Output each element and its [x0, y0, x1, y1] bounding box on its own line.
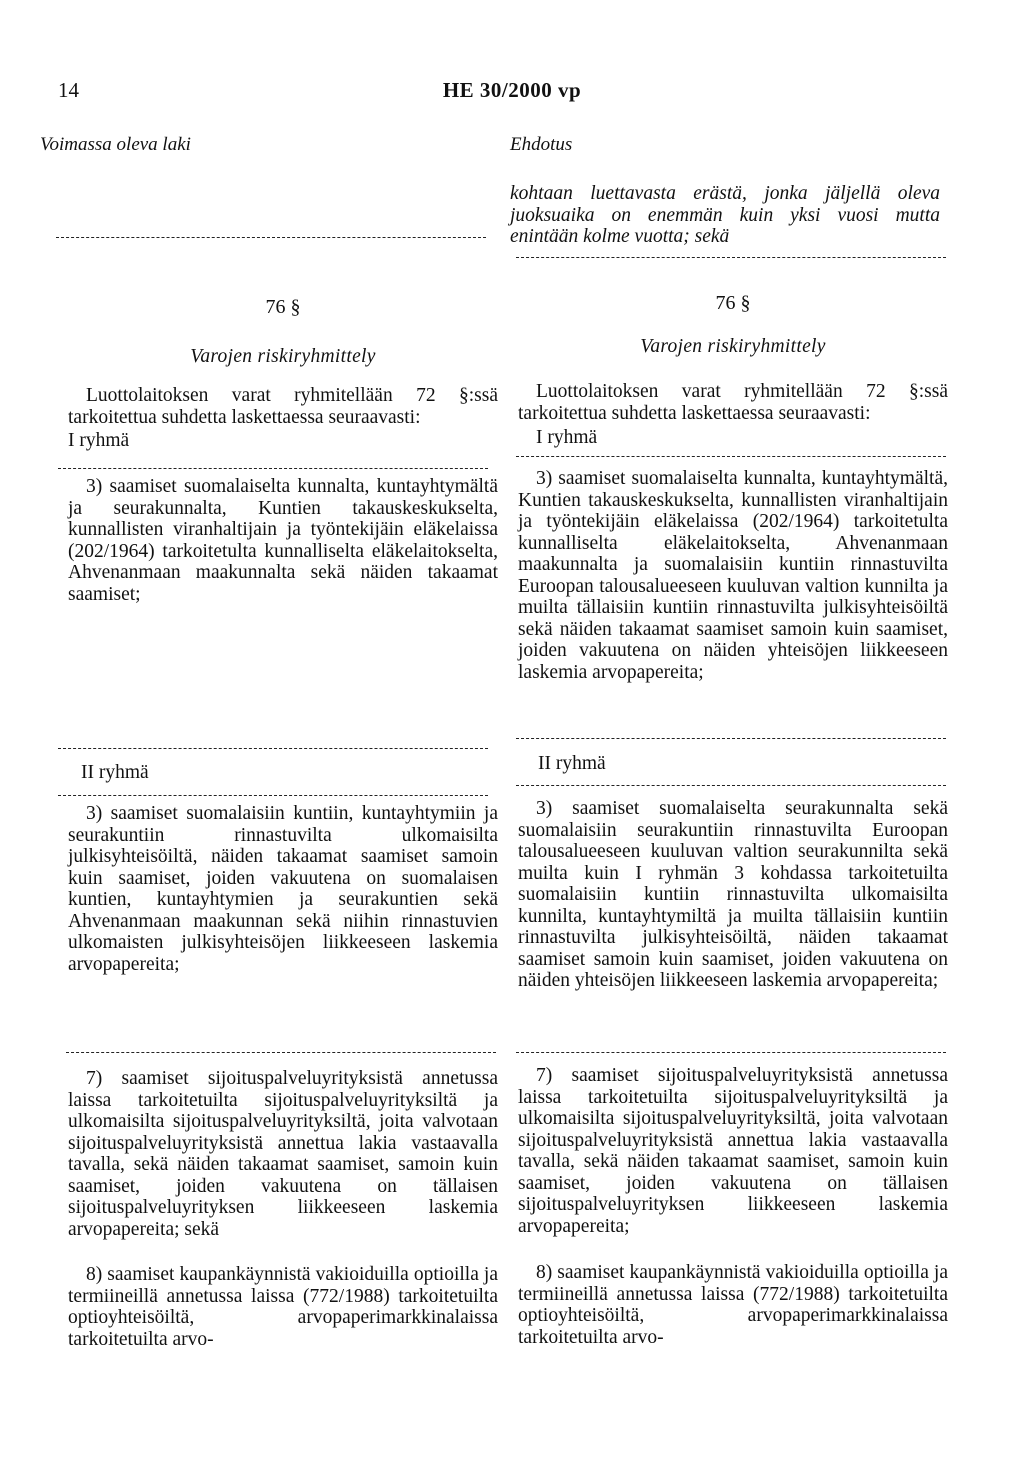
separator	[58, 748, 488, 749]
separator	[516, 1052, 946, 1053]
separator	[516, 456, 946, 457]
left-group-1-heading: I ryhmä	[68, 430, 130, 451]
right-item-8: 8) saamiset kaupankäynnistä vakioiduilla optioilla ja termiineillä annetussa laissa (772/1988) tarkoitetuilta optioyhteisöiltä, arvopaperimarkkinalaissa tarkoitetuilta arvo-	[518, 1262, 948, 1348]
right-group-2-heading: II ryhmä	[538, 753, 606, 774]
left-item-8: 8) saamiset kaupankäynnistä vakioiduilla optioilla ja termiineillä annetussa laissa (772/1988) tarkoitetuilta optioyhteisöiltä, arvopaperimarkkinalaissa tarkoitetuilta arvo-	[68, 1264, 498, 1350]
left-lead-paragraph: Luottolaitoksen varat ryhmitellään 72 §:ssä tarkoitettua suhdetta laskettaessa seuraavasti:	[68, 385, 498, 428]
right-group-1-item-3: 3) saamiset suomalaiselta kunnalta, kuntayhtymältä, Kuntien takauskeskukselta, kunnallisten viranhaltijain ja työntekijäin eläkelaissa (202/1964) tarkoitetulta kunnalliselta eläkelaitokselta, Ahvenanmaan maakunnalta ja suomalaisiin kuntiin rinnastuvilta Euroopan talousalueeseen kuuluvan valtion kunnilta ja muilta tällaisiin kuntiin rinnastuvilta julkisyhteisöiltä sekä näiden takaamat saamiset samoin kuin saamiset, joiden vakuutena on näiden yhteisöjen liikkeeseen laskemia arvopapereita;	[518, 468, 948, 683]
right-section-title: Varojen riskiryhmittely	[640, 336, 826, 357]
right-intro-paragraph: kohtaan luettavasta erästä, jonka jäljellä oleva juoksuaika on enemmän kuin yksi vuosi mutta enintään kolme vuotta; sekä	[510, 183, 940, 247]
page-number: 14	[58, 78, 79, 102]
right-lead-paragraph: Luottolaitoksen varat ryhmitellään 72 §:ssä tarkoitettua suhdetta laskettaessa seuraavasti:	[518, 381, 948, 424]
separator	[66, 1052, 496, 1053]
separator	[58, 795, 488, 796]
left-section-title: Varojen riskiryhmittely	[190, 346, 376, 367]
left-group-2-item-3: 3) saamiset suomalaisiin kuntiin, kuntayhtymiin ja seurakuntiin rinnastuvilta ulkomaisilta julkisyhteisöiltä, näiden takaamat saamiset samoin kuin saamiset, joiden vakuutena on suomalaisen kuntien, kuntayhtymien ja seurakuntien sekä Ahvenanmaan maakunnan sekä niihin rinnastuvien ulkomaisten julkisyhteisöjen liikkeeseen laskemia arvopapereita;	[68, 803, 498, 975]
document-id: HE 30/2000 vp	[442, 78, 582, 102]
separator	[58, 468, 488, 469]
left-column-heading: Voimassa oleva laki	[40, 134, 191, 155]
right-column-heading: Ehdotus	[510, 134, 573, 155]
left-group-1-item-3: 3) saamiset suomalaiselta kunnalta, kuntayhtymältä ja seurakunnalta, Kuntien takauskeskukselta, kunnallisten viranhaltijain ja työntekijäin eläkelaissa (202/1964) tarkoitetulta kunnalliselta eläkelaitokselta, Ahvenanmaan maakunnalta sekä näiden takaamat saamiset;	[68, 476, 498, 605]
separator	[516, 257, 946, 258]
separator	[56, 237, 486, 238]
left-item-7: 7) saamiset sijoituspalveluyrityksistä annetussa laissa tarkoitetuilta sijoituspalveluyrityksiltä ja ulkomaisilta sijoituspalveluyrityksiltä, joita valvotaan sijoituspalveluyrityksistä annettua lakia vastaavalla tavalla, sekä näiden takaamat saamiset, samoin kuin saamiset, joiden vakuutena on tällaisen sijoituspalveluyrityksen liikkeeseen laskemia arvopapereita; sekä	[68, 1068, 498, 1240]
right-group-2-item-3: 3) saamiset suomalaiselta seurakunnalta sekä suomalaisiin seurakuntiin rinnastuvilta Euroopan talousalueeseen kuuluvan valtion seurakunnilta sekä muilta kuin I ryhmän 3 kohdassa tarkoitetuilta suomalaisiin kuntiin rinnastuvilta ulkomaisilta kunnilta, kuntayhtymiltä ja muilta tällaisiin kuntiin rinnastuvilta julkisyhteisöiltä, näiden takaamat saamiset samoin kuin saamiset, joiden vakuutena on näiden yhteisöjen liikkeeseen laskemia arvopapereita;	[518, 798, 948, 991]
left-section-number: 76 §	[265, 296, 301, 318]
left-group-2-heading: II ryhmä	[81, 762, 149, 783]
separator	[516, 738, 946, 739]
right-item-7: 7) saamiset sijoituspalveluyrityksistä annetussa laissa tarkoitetuilta sijoituspalveluyrityksiltä ja ulkomaisilta sijoituspalveluyrityksiltä, joita valvotaan sijoituspalveluyrityksistä annettua lakia vastaavalla tavalla, sekä näiden takaamat saamiset, samoin kuin saamiset, joiden vakuutena on tällaisen sijoituspalveluyrityksen liikkeeseen laskemia arvopapereita;	[518, 1065, 948, 1237]
right-section-number: 76 §	[715, 292, 751, 314]
right-group-1-heading: I ryhmä	[536, 427, 598, 448]
separator	[516, 785, 946, 786]
